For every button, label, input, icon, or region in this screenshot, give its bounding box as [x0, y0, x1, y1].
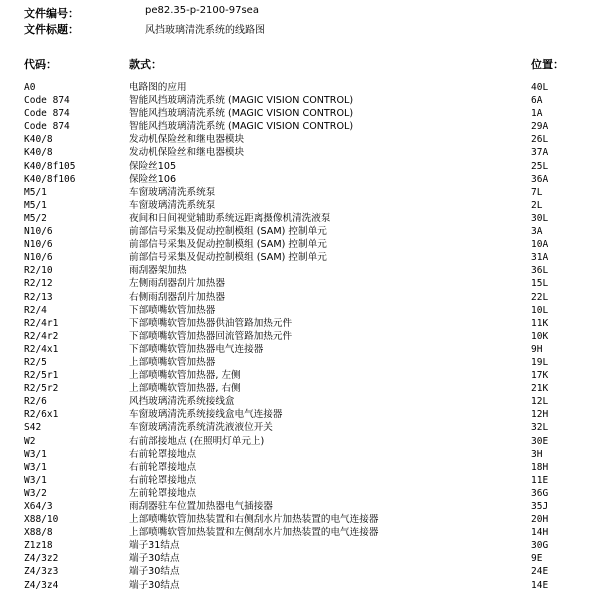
- row-description: 车窗玻璃清洗系统泵: [129, 199, 216, 211]
- row-description: 发动机保险丝和继电器模块: [129, 134, 245, 146]
- row-description: 车窗玻璃清洗系统接线盒电气连接器: [129, 409, 283, 421]
- row-code: R2/6x1: [24, 409, 59, 421]
- table-row: [0, 369, 603, 382]
- table-row: [0, 539, 603, 552]
- row-description: 夜间和日间视觉辅助系统远距离摄像机清洗液泵: [129, 212, 331, 224]
- row-description: 上部喷嘴软管加热器, 左侧: [129, 370, 241, 382]
- row-code: R2/13: [24, 291, 53, 303]
- row-description: 下部喷嘴软管加热器供油管路加热元件: [129, 317, 293, 329]
- table-row: [0, 160, 603, 173]
- row-code: R2/12: [24, 278, 53, 290]
- row-position: 14E: [531, 579, 549, 591]
- row-position: 10K: [531, 330, 549, 342]
- row-position: 11K: [531, 317, 549, 329]
- row-position: 36A: [531, 173, 549, 185]
- row-position: 17K: [531, 370, 549, 382]
- row-position: 40L: [531, 82, 549, 93]
- row-code: W3/1: [24, 448, 47, 460]
- table-row: [0, 146, 603, 159]
- row-description: 车窗玻璃清洗系统泵: [129, 186, 216, 198]
- column-header-code: 代码：: [24, 58, 57, 71]
- row-code: W3/1: [24, 461, 47, 473]
- row-position: 3A: [531, 226, 543, 238]
- table-row: [0, 107, 603, 120]
- row-description: 上部喷嘴软管加热装置和左侧刮水片加热装置的电气连接器: [129, 527, 379, 539]
- row-code: K40/8f105: [24, 160, 76, 172]
- row-description: 右侧雨刮器刮片加热器: [129, 291, 225, 303]
- row-code: R2/5: [24, 356, 47, 368]
- table-row: [0, 487, 603, 500]
- row-position: 1A: [531, 108, 543, 120]
- row-code: W3/2: [24, 487, 47, 499]
- table-row: [0, 343, 603, 356]
- row-code: R2/5r2: [24, 383, 59, 395]
- row-code: R2/6: [24, 396, 47, 408]
- row-description: 智能风挡玻璃清洗系统 (MAGIC VISION CONTROL): [129, 121, 354, 133]
- table-row: [0, 173, 603, 186]
- row-code: R2/4x1: [24, 343, 59, 355]
- document-number-value: pe82.35-p-2100-97sea: [145, 5, 259, 16]
- table-row: [0, 395, 603, 408]
- row-position: 30E: [531, 435, 549, 447]
- table-row: [0, 212, 603, 225]
- row-description: 智能风挡玻璃清洗系统 (MAGIC VISION CONTROL): [129, 95, 354, 107]
- row-description: 端子30结点: [129, 553, 180, 565]
- row-description: 右前轮罩接地点: [129, 474, 197, 486]
- row-position: 30L: [531, 212, 549, 224]
- row-description: 保险丝106: [129, 173, 177, 185]
- row-position: 20H: [531, 514, 549, 526]
- row-code: N10/6: [24, 252, 53, 264]
- row-description: 电路图的应用: [129, 82, 187, 93]
- row-code: N10/6: [24, 226, 53, 238]
- row-position: 31A: [531, 252, 549, 264]
- table-row: [0, 133, 603, 146]
- row-description: 右前轮罩接地点: [129, 448, 197, 460]
- table-row: [0, 291, 603, 304]
- table-row: [0, 552, 603, 565]
- row-position: 9H: [531, 343, 543, 355]
- row-code: Code 874: [24, 121, 70, 133]
- row-position: 37A: [531, 147, 549, 159]
- row-code: Z1z18: [24, 540, 53, 552]
- row-position: 15L: [531, 278, 549, 290]
- row-position: 6A: [531, 95, 543, 107]
- row-description: 发动机保险丝和继电器模块: [129, 147, 245, 159]
- table-row: [0, 317, 603, 330]
- column-header-description: 款式：: [129, 58, 162, 71]
- row-description: 风挡玻璃清洗系统接线盒: [129, 396, 235, 408]
- row-description: 端子30结点: [129, 579, 180, 591]
- row-position: 19L: [531, 356, 549, 368]
- row-description: 端子30结点: [129, 566, 180, 578]
- table-row: [0, 225, 603, 238]
- row-code: K40/8: [24, 134, 53, 146]
- row-position: 3H: [531, 448, 543, 460]
- column-header-position: 位置：: [531, 58, 564, 71]
- row-position: 11E: [531, 474, 549, 486]
- row-position: 10A: [531, 239, 549, 251]
- table-row: [0, 81, 603, 94]
- row-description: 车窗玻璃清洗系统清洗液液位开关: [129, 422, 273, 434]
- table-row: [0, 408, 603, 421]
- row-description: 下部喷嘴软管加热器: [129, 304, 216, 316]
- table-row: [0, 448, 603, 461]
- row-code: M5/2: [24, 212, 47, 224]
- row-description: 雨刮器架加热: [129, 265, 187, 277]
- table-row: [0, 277, 603, 290]
- row-description: 前部信号采集及促动控制模组 (SAM) 控制单元: [129, 226, 327, 238]
- row-position: 12L: [531, 396, 549, 408]
- row-description: 上部喷嘴软管加热器, 右侧: [129, 383, 241, 395]
- row-description: 下部喷嘴软管加热器回流管路加热元件: [129, 330, 293, 342]
- row-description: 左前轮罩接地点: [129, 487, 197, 499]
- table-row: [0, 186, 603, 199]
- row-position: 2L: [531, 199, 543, 211]
- table-row: [0, 120, 603, 133]
- row-code: R2/5r1: [24, 370, 59, 382]
- document-number-label: 文件编号：: [24, 7, 79, 20]
- row-code: A0: [24, 82, 36, 93]
- row-position: 25L: [531, 160, 549, 172]
- table-row: [0, 421, 603, 434]
- row-position: 24E: [531, 566, 549, 578]
- component-table: [0, 81, 603, 592]
- row-code: S42: [24, 422, 42, 434]
- table-row: [0, 435, 603, 448]
- row-position: 29A: [531, 121, 549, 133]
- document-title-value: 风挡玻璃清洗系统的线路图: [145, 25, 265, 36]
- row-code: R2/4r1: [24, 317, 59, 329]
- row-code: R2/4: [24, 304, 47, 316]
- row-description: 上部喷嘴软管加热装置和右侧刮水片加热装置的电气连接器: [129, 514, 379, 526]
- row-description: 保险丝105: [129, 160, 177, 172]
- row-code: Z4/3z3: [24, 566, 59, 578]
- row-position: 35J: [531, 501, 549, 512]
- table-row: [0, 199, 603, 212]
- row-description: 雨刮器驻车位置加热器电气插接器: [129, 501, 273, 512]
- row-position: 32L: [531, 422, 549, 434]
- row-code: Z4/3z4: [24, 579, 59, 591]
- row-description: 端子31结点: [129, 540, 180, 552]
- row-code: Code 874: [24, 95, 70, 107]
- row-position: 7L: [531, 186, 543, 198]
- row-code: M5/1: [24, 186, 47, 198]
- row-code: X88/10: [24, 514, 59, 526]
- row-position: 18H: [531, 461, 549, 473]
- table-row: [0, 238, 603, 251]
- row-position: 22L: [531, 291, 549, 303]
- row-description: 前部信号采集及促动控制模组 (SAM) 控制单元: [129, 252, 327, 264]
- row-code: K40/8f106: [24, 173, 76, 185]
- table-row: [0, 356, 603, 369]
- row-position: 36G: [531, 487, 549, 499]
- row-description: 左侧雨刮器刮片加热器: [129, 278, 225, 290]
- table-row: [0, 526, 603, 539]
- row-description: 上部喷嘴软管加热器: [129, 356, 216, 368]
- row-position: 30G: [531, 540, 549, 552]
- row-code: R2/4r2: [24, 330, 59, 342]
- row-description: 下部喷嘴软管加热器电气连接器: [129, 343, 264, 355]
- row-code: W2: [24, 435, 36, 447]
- row-code: Z4/3z2: [24, 553, 59, 565]
- row-description: 智能风挡玻璃清洗系统 (MAGIC VISION CONTROL): [129, 108, 354, 120]
- row-code: R2/10: [24, 265, 53, 277]
- row-position: 14H: [531, 527, 549, 539]
- row-code: X88/8: [24, 527, 53, 539]
- document-title-label: 文件标题：: [24, 23, 79, 36]
- row-position: 21K: [531, 383, 549, 395]
- table-row: [0, 382, 603, 395]
- row-code: K40/8: [24, 147, 53, 159]
- table-row: [0, 513, 603, 526]
- row-description: 前部信号采集及促动控制模组 (SAM) 控制单元: [129, 239, 327, 251]
- row-code: M5/1: [24, 199, 47, 211]
- row-description: 右前轮罩接地点: [129, 461, 197, 473]
- table-row: [0, 474, 603, 487]
- row-position: 36L: [531, 265, 549, 277]
- row-code: N10/6: [24, 239, 53, 251]
- row-code: X64/3: [24, 501, 53, 512]
- table-row: [0, 500, 603, 513]
- row-description: 右前部接地点 (在照明灯单元上): [129, 435, 265, 447]
- row-position: 12H: [531, 409, 549, 421]
- row-position: 9E: [531, 553, 543, 565]
- table-row: [0, 304, 603, 317]
- table-row: [0, 94, 603, 107]
- row-position: 10L: [531, 304, 549, 316]
- table-row: [0, 565, 603, 578]
- table-row: [0, 330, 603, 343]
- table-row: [0, 251, 603, 264]
- table-row: [0, 579, 603, 592]
- row-position: 26L: [531, 134, 549, 146]
- row-code: Code 874: [24, 108, 70, 120]
- table-row: [0, 461, 603, 474]
- table-row: [0, 264, 603, 277]
- row-code: W3/1: [24, 474, 47, 486]
